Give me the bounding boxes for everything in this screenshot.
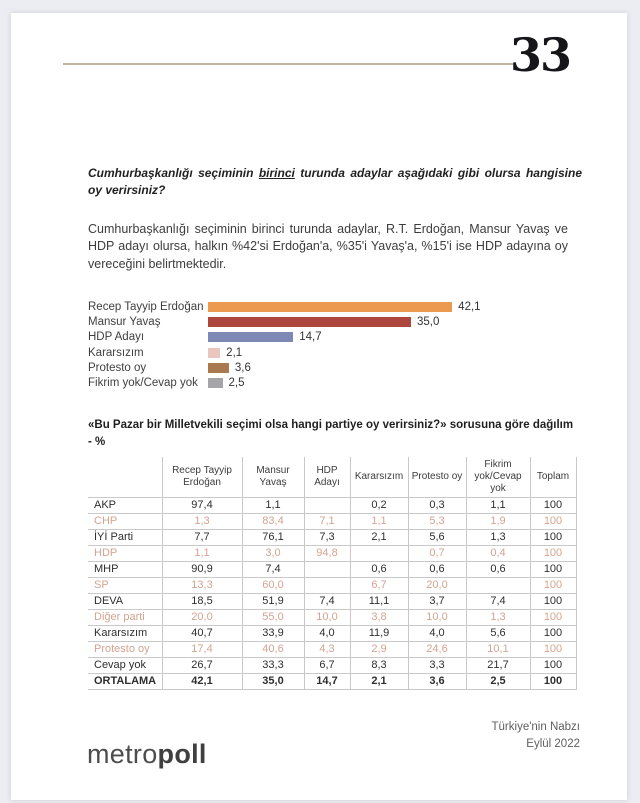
table-cell: 100 bbox=[530, 562, 576, 578]
table-cell bbox=[304, 498, 350, 514]
survey-question-pre: Cumhurbaşkanlığı seçiminin bbox=[88, 166, 259, 180]
table-row bbox=[88, 562, 576, 578]
chart-category-label: Mansur Yavaş bbox=[88, 315, 161, 328]
survey-question bbox=[88, 165, 582, 200]
table-column-header: Mansur Yavaş bbox=[242, 457, 304, 498]
table-cell: 7,4 bbox=[466, 594, 530, 610]
table-row bbox=[88, 546, 576, 562]
table-cell: 100 bbox=[530, 658, 576, 674]
chart-value-label: 2,5 bbox=[228, 377, 245, 390]
table-row-label: Protesto oy bbox=[88, 642, 162, 658]
table-row-label: HDP bbox=[88, 546, 162, 562]
table-row-label: DEVA bbox=[88, 594, 162, 610]
summary-paragraph: Cumhurbaşkanlığı seçiminin birinci turunda adaylar, R.T. Erdoğan, Mansur Yavaş ve HDP adayı olursa, halkın %42'si Erdoğan'a, %35'i Yavaş'a, %15'i ise HDP adayına oy vereceğini belirtmektedir. bbox=[88, 222, 568, 271]
table-row-label: MHP bbox=[88, 562, 162, 578]
table-cell: 0,7 bbox=[408, 546, 466, 562]
table-cell bbox=[350, 546, 408, 562]
survey-question-underlined: birinci bbox=[258, 166, 295, 180]
table-cell: 7,4 bbox=[304, 594, 350, 610]
table-row bbox=[88, 610, 576, 626]
chart-value-label: 14,7 bbox=[299, 331, 322, 344]
table-cell: 10,1 bbox=[466, 642, 530, 658]
table-cell: 94,8 bbox=[304, 546, 350, 562]
table-cell: 2,1 bbox=[350, 674, 408, 690]
table-cell bbox=[304, 562, 350, 578]
table-cell: 100 bbox=[530, 498, 576, 514]
table-cell: 100 bbox=[530, 642, 576, 658]
table-cell: 100 bbox=[530, 514, 576, 530]
table-cell: 100 bbox=[530, 546, 576, 562]
table-cell: 8,3 bbox=[350, 658, 408, 674]
page-number: 33 bbox=[509, 28, 570, 82]
results-table-body bbox=[88, 498, 576, 690]
table-cell: 21,7 bbox=[466, 658, 530, 674]
document-page bbox=[11, 13, 627, 800]
table-cell: 1,3 bbox=[466, 610, 530, 626]
chart-row bbox=[88, 314, 558, 329]
table-cell: 3,8 bbox=[350, 610, 408, 626]
table-cell: 3,3 bbox=[408, 658, 466, 674]
chart-row bbox=[88, 299, 558, 314]
table-cell: 18,5 bbox=[162, 594, 242, 610]
table-column-header: Recep Tayyip Erdoğan bbox=[162, 457, 242, 498]
table-heading: «Bu Pazar bir Milletvekili seçimi olsa hangi partiye oy verirsiniz?» sorusuna göre dağılım - % bbox=[88, 419, 574, 448]
table-cell: 3,0 bbox=[242, 546, 304, 562]
chart-bar-segment bbox=[208, 332, 293, 342]
chart-row bbox=[88, 360, 558, 375]
chart-category-label: HDP Adayı bbox=[88, 331, 145, 344]
results-table bbox=[88, 457, 577, 690]
logo-text-metro: metro bbox=[87, 739, 158, 769]
table-cell: 14,7 bbox=[304, 674, 350, 690]
table-cell: 10,0 bbox=[304, 610, 350, 626]
table-cell: 1,3 bbox=[466, 530, 530, 546]
table-row bbox=[88, 578, 576, 594]
logo-text-poll: poll bbox=[157, 739, 207, 769]
table-cell: 4,0 bbox=[408, 626, 466, 642]
table-cell: 60,0 bbox=[242, 578, 304, 594]
table-column-header: HDP Adayı bbox=[304, 457, 350, 498]
table-cell: 13,3 bbox=[162, 578, 242, 594]
table-cell: 51,9 bbox=[242, 594, 304, 610]
table-cell: 33,9 bbox=[242, 626, 304, 642]
table-cell: 76,1 bbox=[242, 530, 304, 546]
table-cell: 100 bbox=[530, 530, 576, 546]
table-cell: 5,6 bbox=[408, 530, 466, 546]
table-row-label: Cevap yok bbox=[88, 658, 162, 674]
footer-note bbox=[430, 719, 580, 752]
chart-category-label: Protesto oy bbox=[88, 361, 147, 374]
table-row-label: Diğer parti bbox=[88, 610, 162, 626]
table-row bbox=[88, 674, 576, 690]
table-cell: 2,9 bbox=[350, 642, 408, 658]
results-table-head bbox=[88, 457, 576, 498]
table-column-header: Kararsızım bbox=[350, 457, 408, 498]
table-cell: 1,9 bbox=[466, 514, 530, 530]
table-cell: 6,7 bbox=[304, 658, 350, 674]
table-cell: 2,5 bbox=[466, 674, 530, 690]
table-cell: 1,1 bbox=[466, 498, 530, 514]
chart-bar-segment bbox=[208, 363, 229, 373]
chart-bar-segment bbox=[208, 378, 223, 388]
table-row-label: AKP bbox=[88, 498, 162, 514]
chart-row bbox=[88, 375, 558, 390]
metropoll-logo bbox=[87, 741, 207, 768]
table-column-header: Toplam bbox=[530, 457, 576, 498]
table-column-header: Fikrim yok/Cevap yok bbox=[466, 457, 530, 498]
table-cell: 40,7 bbox=[162, 626, 242, 642]
survey-question-post: turunda adaylar aşağıdaki gibi olursa hangisine oy verirsiniz? bbox=[88, 166, 582, 198]
table-cell: 4,0 bbox=[304, 626, 350, 642]
table-cell: 26,7 bbox=[162, 658, 242, 674]
chart-bar-segment bbox=[208, 302, 452, 312]
table-cell: 1,1 bbox=[162, 546, 242, 562]
table-cell: 40,6 bbox=[242, 642, 304, 658]
table-row bbox=[88, 642, 576, 658]
chart-bar-segment bbox=[208, 317, 411, 327]
table-cell: 6,7 bbox=[350, 578, 408, 594]
table-cell: 7,3 bbox=[304, 530, 350, 546]
table-column-header bbox=[88, 457, 162, 498]
table-cell: 10,0 bbox=[408, 610, 466, 626]
table-cell: 100 bbox=[530, 578, 576, 594]
table-cell: 7,1 bbox=[304, 514, 350, 530]
table-cell: 17,4 bbox=[162, 642, 242, 658]
table-cell: 0,6 bbox=[350, 562, 408, 578]
table-cell: 11,1 bbox=[350, 594, 408, 610]
table-row bbox=[88, 626, 576, 642]
table-cell: 20,0 bbox=[162, 610, 242, 626]
table-cell: 0,2 bbox=[350, 498, 408, 514]
report-date: Eylül 2022 bbox=[526, 737, 580, 750]
table-cell: 0,3 bbox=[408, 498, 466, 514]
table-cell: 7,4 bbox=[242, 562, 304, 578]
table-cell bbox=[466, 578, 530, 594]
table-cell: 0,6 bbox=[466, 562, 530, 578]
table-row bbox=[88, 658, 576, 674]
chart-value-label: 3,6 bbox=[234, 361, 251, 374]
table-cell: 3,7 bbox=[408, 594, 466, 610]
table-cell: 24,6 bbox=[408, 642, 466, 658]
table-cell: 5,6 bbox=[466, 626, 530, 642]
table-row-label: İYİ Parti bbox=[88, 530, 162, 546]
table-row bbox=[88, 530, 576, 546]
table-cell: 97,4 bbox=[162, 498, 242, 514]
table-row bbox=[88, 514, 576, 530]
table-cell: 55,0 bbox=[242, 610, 304, 626]
chart-category-label: Recep Tayyip Erdoğan bbox=[88, 300, 204, 313]
table-row-label: ORTALAMA bbox=[88, 674, 162, 690]
table-cell: 1,1 bbox=[350, 514, 408, 530]
table-cell: 2,1 bbox=[350, 530, 408, 546]
chart-value-label: 42,1 bbox=[458, 300, 481, 313]
table-cell: 0,4 bbox=[466, 546, 530, 562]
table-cell: 3,6 bbox=[408, 674, 466, 690]
table-row bbox=[88, 594, 576, 610]
report-title: Türkiye'nin Nabzı bbox=[491, 721, 580, 733]
table-cell: 11,9 bbox=[350, 626, 408, 642]
table-cell: 5,3 bbox=[408, 514, 466, 530]
table-cell: 42,1 bbox=[162, 674, 242, 690]
table-cell: 100 bbox=[530, 674, 576, 690]
bar-chart bbox=[88, 299, 558, 391]
table-cell: 7,7 bbox=[162, 530, 242, 546]
chart-bar-segment bbox=[208, 348, 220, 358]
table-cell: 100 bbox=[530, 626, 576, 642]
table-cell bbox=[304, 578, 350, 594]
chart-row bbox=[88, 345, 558, 360]
table-cell: 100 bbox=[530, 610, 576, 626]
table-cell: 83,4 bbox=[242, 514, 304, 530]
chart-category-label: Fikrim yok/Cevap yok bbox=[88, 377, 198, 390]
table-cell: 4,3 bbox=[304, 642, 350, 658]
table-cell: 0,6 bbox=[408, 562, 466, 578]
header-rule-line bbox=[63, 63, 513, 65]
table-column-header: Protesto oy bbox=[408, 457, 466, 498]
chart-value-label: 35,0 bbox=[417, 315, 440, 328]
table-cell: 20,0 bbox=[408, 578, 466, 594]
chart-category-label: Kararsızım bbox=[88, 346, 144, 359]
chart-row bbox=[88, 330, 558, 345]
table-cell: 100 bbox=[530, 594, 576, 610]
table-row-label: SP bbox=[88, 578, 162, 594]
table-cell: 1,3 bbox=[162, 514, 242, 530]
table-row bbox=[88, 498, 576, 514]
chart-value-label: 2,1 bbox=[226, 346, 243, 359]
table-cell: 90,9 bbox=[162, 562, 242, 578]
table-cell: 35,0 bbox=[242, 674, 304, 690]
table-row-label: CHP bbox=[88, 514, 162, 530]
table-cell: 33,3 bbox=[242, 658, 304, 674]
table-cell: 1,1 bbox=[242, 498, 304, 514]
table-row-label: Kararsızım bbox=[88, 626, 162, 642]
